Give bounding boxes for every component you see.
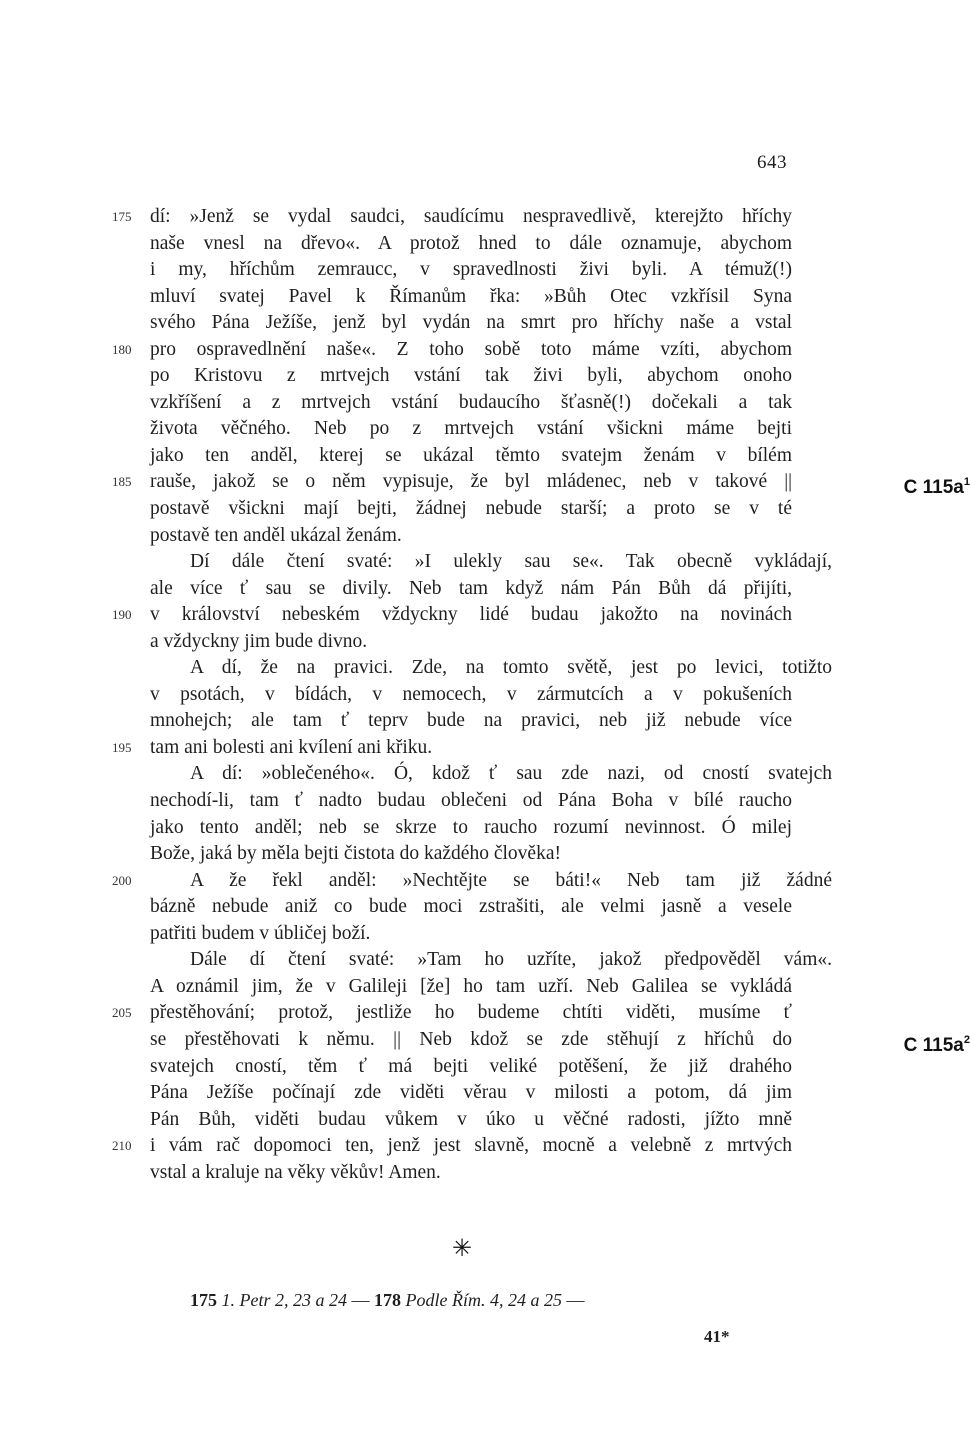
line-text: postavě všickni mají bejti, žádnej nebude starší; a proto se v té	[150, 498, 792, 520]
line-number: 210	[112, 1138, 132, 1154]
footnote-separator: —	[566, 1290, 585, 1310]
line-text: Pán Bůh, viděti budau vůkem v úko u věčné radosti, jížto mně	[150, 1108, 792, 1130]
text-line	[112, 1107, 792, 1134]
text-line	[112, 443, 792, 470]
line-number: 175	[112, 209, 132, 224]
text-line	[112, 576, 792, 603]
text-line	[112, 416, 792, 443]
text-line	[112, 469, 970, 499]
footnote-line-number: 175	[190, 1290, 217, 1310]
text-line	[112, 337, 792, 364]
line-text: patřiti budem v úbličej boží.	[150, 922, 371, 944]
line-text: v psotách, v bídách, v nemocech, v zármutcích a v pokušeních	[150, 683, 792, 705]
text-line	[112, 815, 792, 842]
line-text: rauše, jakož se o něm vypisuje, že byl mládenec, neb v takové ||	[150, 471, 792, 493]
text-line	[112, 1000, 792, 1027]
line-text: naše vnesl na dřevo«. A protož hned to dále oznamuje, abychom	[150, 232, 792, 254]
text-line	[112, 708, 792, 735]
text-line	[112, 921, 792, 948]
text-line	[112, 549, 832, 576]
line-text: Dále dí čtení svaté: »Tam ho uzříte, jakož předpověděl vám«.	[190, 949, 832, 971]
text-line	[112, 496, 792, 523]
line-text: Dí dále čtení svaté: »I ulekly sau se«. Tak obecně vykládají,	[190, 551, 832, 573]
manuscript-folio-reference	[904, 1027, 970, 1060]
text-line	[112, 841, 792, 868]
line-text: nechodí-li, tam ť nadto budau oblečeni od Pána Boha v bílé raucho	[150, 790, 792, 812]
line-number: 200	[112, 872, 132, 888]
line-text: A dí, že na pravici. Zde, na tomto světě, jest po levici, totižto	[190, 657, 832, 679]
text-line	[112, 1133, 792, 1160]
line-text: A dí: »oblečeného«. Ó, kdož ť sau zde nazi, od cností svatejch	[190, 763, 832, 785]
text-line	[112, 363, 792, 390]
text-line	[112, 629, 792, 656]
line-text: života věčného. Neb po z mrtvejch vstání všickni máme bejti	[150, 418, 792, 440]
text-line	[112, 204, 792, 231]
footnote-reference: Podle Řím. 4, 24 a 25	[405, 1290, 562, 1310]
footnotes	[190, 1290, 584, 1311]
line-text: po Kristovu z mrtvejch vstání tak živi byli, abychom onoho	[150, 365, 792, 387]
text-line	[112, 682, 792, 709]
folio-label: C 115a	[903, 477, 964, 499]
section-ornament: ✳	[452, 1236, 473, 1262]
line-text: i vám rač dopomoci ten, jenž jest slavně, mocně a velebně z mrtvých	[150, 1135, 792, 1157]
text-line	[112, 947, 832, 974]
text-line	[112, 1054, 792, 1081]
text-line	[112, 1080, 792, 1107]
folio-superscript: 2	[963, 1033, 970, 1046]
line-number: 205	[112, 1005, 132, 1021]
line-text: mnohejch; ale tam ť teprv bude na pravici, neb již nebude více	[150, 710, 792, 732]
text-line	[112, 602, 792, 629]
line-text: jako tento anděl; neb se skrze to raucho rozumí nevinnost. Ó milej	[150, 816, 792, 838]
printer-signature-mark: 41*	[704, 1327, 730, 1346]
line-text: tam ani bolesti ani kvílení ani křiku.	[150, 736, 433, 758]
page-number: 643	[757, 152, 787, 173]
text-line	[112, 390, 792, 417]
text-line	[112, 655, 832, 682]
line-text: Pána Ježíše počínají zde viděti věrau v milosti a potom, dá jim	[150, 1082, 792, 1104]
text-line	[112, 523, 792, 550]
text-line	[112, 868, 832, 895]
text-line	[112, 257, 792, 284]
line-text: jako ten anděl, kterej se ukázal těmto svatejm ženám v bílém	[150, 444, 792, 466]
text-line	[112, 1027, 970, 1056]
line-text: ale více ť sau se divily. Neb tam když nám Pán Bůh dá přijíti,	[150, 577, 792, 599]
text-line	[112, 788, 792, 815]
footnote-reference: 1. Petr 2, 23 a 24	[221, 1290, 347, 1310]
line-number: 180	[112, 341, 132, 357]
line-text: se přestěhovati k němu. || Neb kdož se zde stěhují z hříchů do	[150, 1028, 792, 1050]
line-text: bázně nebude aniž co bude moci zstrašiti, ale velmi jasně a vesele	[150, 896, 792, 918]
text-line	[112, 735, 792, 762]
line-number: 195	[112, 739, 132, 755]
line-text: dí: »Jenž se vydal saudci, saudícímu nespravedlivě, kterejžto hříchy	[150, 206, 792, 227]
line-text: vstal a kraluje na věky věkův! Amen.	[150, 1161, 441, 1183]
main-text	[112, 204, 970, 1186]
line-text: přestěhování; protož, jestliže ho budeme chtíti viděti, musíme ť	[150, 1002, 792, 1024]
text-line	[112, 231, 792, 258]
line-text: mluví svatej Pavel k Římanům řka: »Bůh Otec vzkřísil Syna	[150, 285, 792, 307]
text-line	[112, 310, 792, 337]
line-text: svatejch cností, těm ť má bejti veliké potěšení, že již drahého	[150, 1055, 792, 1077]
line-text: A že řekl anděl: »Nechtějte se báti!« Neb tam již žádné	[190, 869, 832, 891]
folio-label: C 115a	[903, 1034, 964, 1056]
line-text: i my, hříchům zemraucc, v spravedlnosti živi byli. A témuž(!)	[150, 259, 792, 281]
text-line	[112, 1160, 792, 1187]
line-text: a vždyckny jim bude divno.	[150, 630, 368, 652]
line-text: Bože, jaká by měla bejti čistota do každého člověka!	[150, 843, 561, 865]
line-text: svého Pána Ježíše, jenž byl vydán na smrt pro hříchy naše a vstal	[150, 312, 792, 334]
line-text: pro ospravedlnění naše«. Z toho sobě toto máme vzíti, abychom	[150, 338, 792, 360]
manuscript-folio-reference	[904, 469, 970, 502]
line-text: A oznámil jim, že v Galileji [že] ho tam uzří. Neb Galilea se vykládá	[150, 975, 792, 997]
footnote-separator: —	[351, 1290, 370, 1310]
footnote-line-number: 178	[374, 1290, 401, 1310]
folio-superscript: 1	[963, 476, 970, 489]
text-line	[112, 894, 792, 921]
text-line	[112, 974, 792, 1001]
text-line	[112, 284, 792, 311]
line-number: 185	[112, 474, 132, 490]
line-text: postavě ten anděl ukázal ženám.	[150, 524, 402, 546]
line-number: 190	[112, 607, 132, 623]
line-text: vzkříšení a z mrtvejch vstání budaucího šťasně(!) dočekali a tak	[150, 391, 792, 413]
line-text: v království nebeském vždyckny lidé budau jakožto na novinách	[150, 604, 792, 626]
text-line	[112, 761, 832, 788]
